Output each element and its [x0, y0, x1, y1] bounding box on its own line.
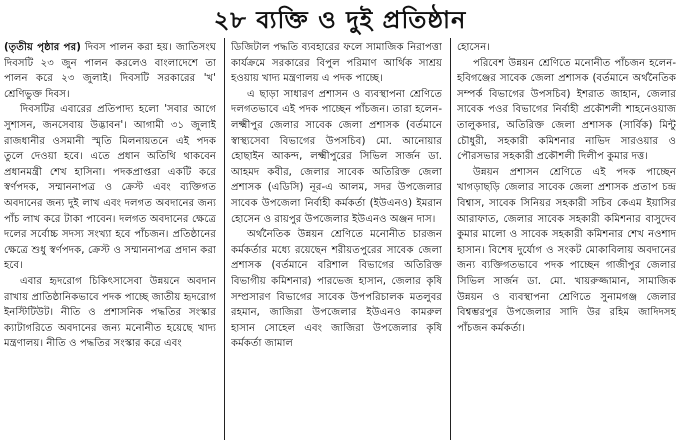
article-column-3	[457, 40, 676, 442]
paragraph: এবার হৃদরোগ চিকিৎসাসেবা উন্নয়নে অবদান রাখায় প্রাতিষ্ঠানিকভাবে পদক পাচ্ছে জাতীয় হৃদরোগ ইনস্টিটিউট। নীতি ও প্রশাসনিক পদ্ধতির সংস্কার ক্যাটাগরিতে অবদানের জন্য মনোনীত হয়েছে খাদ্য মন্ত্রণালয়। নীতি ও পদ্ধতির সংস্কার করে এবং	[4, 275, 216, 350]
column-divider	[224, 38, 225, 440]
paragraph	[4, 40, 216, 102]
paragraph: অর্থনৈতিক উন্নয়ন শ্রেণিতে মনোনীত চারজন কর্মকর্তার মধ্যে রয়েছেন শরীয়তপুরের সাবেক জেলা প্রশাসক (বর্তমানে বরিশাল বিভাগের অতিরিক্ত বিভাগীয় কমিশনার) পারভেজ হাসান, জেলার কৃষি সম্প্রসারণ বিভাগের সাবেক উপপরিচালক মতলুবর রহমান, জাজিরা উপজেলার ইউএনও কামরুল হাসান সোহেল এবং জাজিরা উপজেলার কৃষি কর্মকর্তা জামাল	[231, 229, 442, 350]
paragraph: ডিজিটাল পদ্ধতি ব্যবহারের ফলে সামাজিক নিরাপত্তা কার্যক্রমে সরকারের বিপুল পরিমাণ আর্থিক সাশ্রয় হওয়ায় খাদ্য মন্ত্রণালয় এ পদক পাচ্ছে।	[231, 42, 442, 85]
article-column-2	[231, 40, 442, 442]
paragraph: উন্নয়ন প্রশাসন শ্রেণিতে এই পদক পাচ্ছেন খাগড়াছড়ি জেলার সাবেক জেলা প্রশাসক প্রতাপ চন্দ্র বিশ্বাস, সাবেক সিনিয়র সহকারী সচিব কেএম ইয়াসির আরাফাত, জেলার সাবেক সহকারী কমিশনার বাসুদেব কুমার মালো ও সাবেক সহকারী কমিশনার শেখ নওশাদ হাসান। বিশেষ দুর্যোগ ও সংকট মোকাবিলায় অবদানের জন্য ব্যক্তিগতভাবে পদক পাচ্ছেন গাজীপুর জেলার সিভিল সার্জন ডা. মো. খায়রুজ্জামান, সামাজিক উন্নয়ন ও ব্যবস্থাপনা শ্রেণিতে সুনামগঞ্জ জেলার বিশ্বম্ভরপুর উপজেলার সাদি উর রহিম জাদিদসহ পাঁচজন কর্মকর্তা।	[457, 166, 676, 334]
continuation-tag: (তৃতীয় পৃষ্ঠার পর)	[4, 42, 81, 53]
article-column-1	[4, 40, 216, 442]
paragraph: পরিবেশ উন্নয়ন শ্রেণিতে মনোনীত পাঁচজন হলেন- হবিগঞ্জের সাবেক জেলা প্রশাসক (বর্তমানে অর্থনৈতিক সম্পর্ক বিভাগের উপসচিব) ইশরাত জাহান, জেলার সাবেক পওর বিভাগের নির্বাহী প্রকৌশলী শাহনেওয়াজ তালুকদার, অতিরিক্ত জেলা প্রশাসক (সার্বিক) মিন্টু চৌধুরী, সহকারী কমিশনার নাভিদ সারওয়ার ও পৌরসভার সহকারী প্রকৌশলী দিলীপ কুমার দত্ত।	[457, 57, 676, 163]
paragraph: হোসেন।	[457, 42, 490, 53]
paragraph: এ ছাড়া সাধারণ প্রশাসন ও ব্যবস্থাপনা শ্রেণিতে দলগতভাবে এই পদক পাচ্ছেন পাঁচজন। তারা হলেন- লক্ষ্মীপুর জেলার সাবেক জেলা প্রশাসক (বর্তমানে স্বাস্থ্যসেবা বিভাগের উপসচিব) মো. আনোয়ার হোছাইন আকন্দ, লক্ষ্মীপুরের সিভিল সার্জন ডা. আহমদ কবীর, জেলার সাবেক অতিরিক্ত জেলা প্রশাসক (এডিসি) নূর-এ আলম, সদর উপজেলার সাবেক উপজেলা নির্বাহী কর্মকর্তা (ইউএনও) ইমরান হোসেন ও রায়পুর উপজেলার ইউএনও অঞ্জন দাস।	[231, 88, 442, 225]
article-headline: ২৮ ব্যক্তি ও দুই প্রতিষ্ঠান	[213, 6, 467, 34]
paragraph-text: দিবস পালন করা হয়। জাতিসংঘ দিবসটি ২৩ জুন পালন করলেও বাংলাদেশে তা পালন করে ২৩ জুলাই। দিবসটি সরকারের 'খ' শ্রেণিভুক্ত দিবস।	[4, 42, 216, 100]
column-divider	[450, 38, 451, 440]
paragraph: দিবসটির এবারের প্রতিপাদ্য হলো 'সবার আগে সুশাসন, জনসেবায় উদ্ভাবন'। আগামী ৩১ জুলাই রাজধানীর ওসমানী স্মৃতি মিলনায়তনে এই পদক তুলে দেওয়া হবে। এতে প্রধান অতিথি থাকবেন প্রধানমন্ত্রী শেখ হাসিনা। পদকপ্রাপ্তরা একটি করে স্বর্ণপদক, সম্মাননাপত্র ও ক্রেস্ট এবং ব্যক্তিগত অবদানের জন্য দুই লাখ এবং দলগত অবদানের জন্য পাঁচ লাখ করে টাকা পাবেন। দলগত অবদানের ক্ষেত্রে দলের সর্বোচ্চ সদস্য সংখ্যা হবে পাঁচজন। প্রতিষ্ঠানের ক্ষেত্রে শুধু স্বর্ণপদক, ক্রেস্ট ও সম্মাননাপত্র প্রদান করা হবে।	[4, 104, 216, 272]
